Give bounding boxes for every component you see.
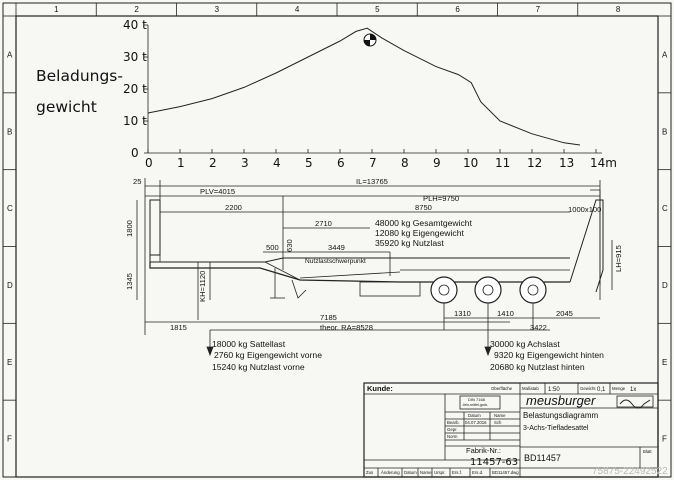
front-loads: [212, 339, 322, 372]
dim-630: 630: [285, 239, 294, 252]
weight-empty: 12080 kg Eigengewicht: [375, 228, 464, 238]
dim-8750: 8750: [415, 203, 432, 212]
frame-row-letter: C: [662, 204, 668, 214]
bearb-name: Sch: [494, 420, 502, 425]
dim-1410: 1410: [497, 309, 514, 318]
frame-col-number: 5: [375, 5, 380, 14]
dim-lh: LH=915: [614, 245, 623, 272]
rear-load-3: 20680 kg Nutzlast hinten: [490, 362, 585, 372]
load-chart: [36, 18, 617, 170]
x-tick-label: 9: [433, 156, 441, 170]
fabrik-value: 11457-63: [470, 457, 519, 468]
nutzlast-schwerpunkt-label: Nutzlastschwerpunkt: [305, 258, 366, 265]
revision-label: Ers.d.: [472, 470, 484, 475]
chart-x-ticks: [145, 149, 617, 170]
y-tick-label: 20 t: [123, 82, 147, 96]
frame-row-letter: E: [7, 357, 13, 367]
massstab-value: 1:50: [548, 387, 560, 393]
gepr-label: Gepr.: [447, 427, 458, 432]
dim-2710: 2710: [315, 219, 332, 228]
weight-total: 48000 kg Gesamtgewicht: [375, 218, 472, 228]
frame-row-letter: D: [7, 280, 13, 290]
dim-1000: 1000x100: [568, 205, 602, 214]
frame-col-number: 6: [455, 5, 460, 14]
frame-row-letter: D: [662, 280, 668, 290]
revision-label: Änderung: [381, 470, 400, 475]
front-load-2: 2760 kg Eigengewicht vorne: [214, 350, 322, 360]
x-tick-label: 10: [463, 156, 479, 170]
oberflaeche-label: Oberfläche: [491, 386, 513, 391]
y-tick-label: 10 t: [123, 114, 147, 128]
frame-ticks: [3, 3, 671, 400]
revision-label: Datum: [404, 470, 417, 475]
brand-emblem-icon: [617, 396, 653, 408]
load-curve: [148, 28, 580, 145]
frame-row-letter: B: [662, 127, 668, 137]
frame-col-number: 3: [214, 5, 220, 14]
frame-row-letter: B: [7, 127, 13, 137]
datum-label: Datum: [468, 413, 481, 418]
stamp-line-2: -fein-mittel-grob-: [462, 403, 489, 407]
x-tick-label: 11: [495, 156, 511, 170]
rear-loads: [490, 339, 604, 372]
x-tick-label: 12: [527, 156, 543, 170]
gewicht-value: 0,1: [597, 387, 606, 393]
doc-subtitle: 3-Achs-Tiefladesattel: [523, 425, 589, 432]
dim-2200: 2200: [225, 203, 242, 212]
gewicht-label: Gewicht: [580, 386, 596, 391]
frame-row-letter: A: [7, 50, 13, 60]
frame-row-letter: E: [662, 357, 668, 367]
frame-col-number: 4: [294, 5, 300, 14]
x-tick-label: 8: [401, 156, 409, 170]
x-tick-label: 5: [305, 156, 313, 170]
menge-value: 1x: [630, 387, 637, 393]
x-tick-label: 7: [369, 156, 377, 170]
x-tick-label: 3: [241, 156, 249, 170]
chart-title-line-1: Beladungs-: [36, 67, 123, 85]
dim-il: IL=13765: [356, 177, 388, 186]
frame-row-letter: F: [662, 434, 667, 444]
revision-label: BD11457.dwg: [492, 470, 519, 475]
frame-col-number: 1: [54, 5, 59, 14]
dim-500: 500: [266, 243, 279, 252]
frame-row-letter: A: [662, 50, 668, 60]
rear-load-1: 30000 kg Achslast: [490, 339, 560, 349]
massstab-label: Maßstab: [522, 386, 539, 391]
wheel-axle-2: [475, 277, 501, 303]
front-load-3: 15240 kg Nutzlast vorne: [212, 362, 305, 372]
kunde-label: Kunde:: [367, 384, 393, 393]
dim-2045: 2045: [556, 309, 573, 318]
revision-label: Zus: [366, 470, 374, 475]
chart-y-ticks: [123, 18, 148, 160]
brand-logo: meusburger: [526, 393, 596, 408]
x-tick-label: 6: [337, 156, 345, 170]
frame-col-number: 2: [134, 5, 139, 14]
fabrik-label: Fabrik-Nr.:: [466, 446, 502, 455]
bearb-label: Bearb.: [447, 420, 460, 425]
drawing-number: BD11457: [524, 453, 561, 463]
name-label: Name: [494, 413, 506, 418]
title-block-text: [366, 384, 668, 477]
y-tick-label: 0: [131, 146, 139, 160]
revision-label: Ers.f.: [452, 470, 463, 475]
dim-theor-ra: theor. RA=8528: [320, 323, 373, 332]
x-tick-label: 1: [177, 156, 185, 170]
frame-col-number: 7: [535, 5, 541, 14]
menge-label: Menge: [612, 386, 626, 391]
dim-25: 25: [133, 177, 142, 186]
doc-title: Belastungsdiagramm: [523, 411, 599, 420]
revision-label: Urspr.: [434, 470, 446, 475]
rear-load-2: 9320 kg Eigengewicht hinten: [494, 350, 604, 360]
dimension-labels: [125, 177, 623, 332]
x-tick-label: 4: [273, 156, 281, 170]
x-tick-label: 0: [145, 156, 153, 170]
y-tick-label: 40 t: [123, 18, 147, 32]
dim-1310: 1310: [454, 309, 471, 318]
norm-label: Norm: [447, 434, 458, 439]
wheel-axle-1: [431, 277, 457, 303]
dim-1800: 1800: [125, 220, 134, 237]
frame-col-number: 8: [615, 5, 621, 14]
watermark: 75875-22492522: [592, 466, 668, 477]
dim-plv: PLV=4015: [200, 187, 236, 196]
y-tick-label: 30 t: [123, 50, 147, 64]
max-load-marker: [364, 34, 376, 46]
frame-row-letter: C: [7, 204, 13, 214]
dim-kh: KH=1120: [198, 270, 207, 302]
revision-label: Name: [420, 470, 432, 475]
dim-1815: 1815: [170, 323, 187, 332]
x-tick-label: 2: [209, 156, 217, 170]
x-tick-label: 14m: [590, 156, 617, 170]
blatt-label: Blatt: [643, 449, 652, 454]
dim-plh: PLH=9750: [423, 194, 460, 203]
weight-summary: [375, 218, 473, 248]
wheel-axle-3: [520, 277, 546, 303]
dim-3449: 3449: [328, 243, 345, 252]
dim-3422: 3422: [530, 323, 547, 332]
chart-title-line-2: gewicht: [36, 98, 97, 116]
bearb-date: 04.07.2016: [465, 420, 487, 425]
weight-payload: 35920 kg Nutzlast: [375, 238, 444, 248]
revision-row: [366, 470, 519, 475]
front-load-1: 18000 kg Sattellast: [212, 339, 286, 349]
frame-row-letter: F: [7, 434, 12, 444]
x-tick-label: 13: [559, 156, 575, 170]
dim-7185: 7185: [320, 313, 337, 322]
stamp-line-1: DIN 7168: [468, 397, 485, 402]
dim-1345: 1345: [125, 273, 134, 290]
